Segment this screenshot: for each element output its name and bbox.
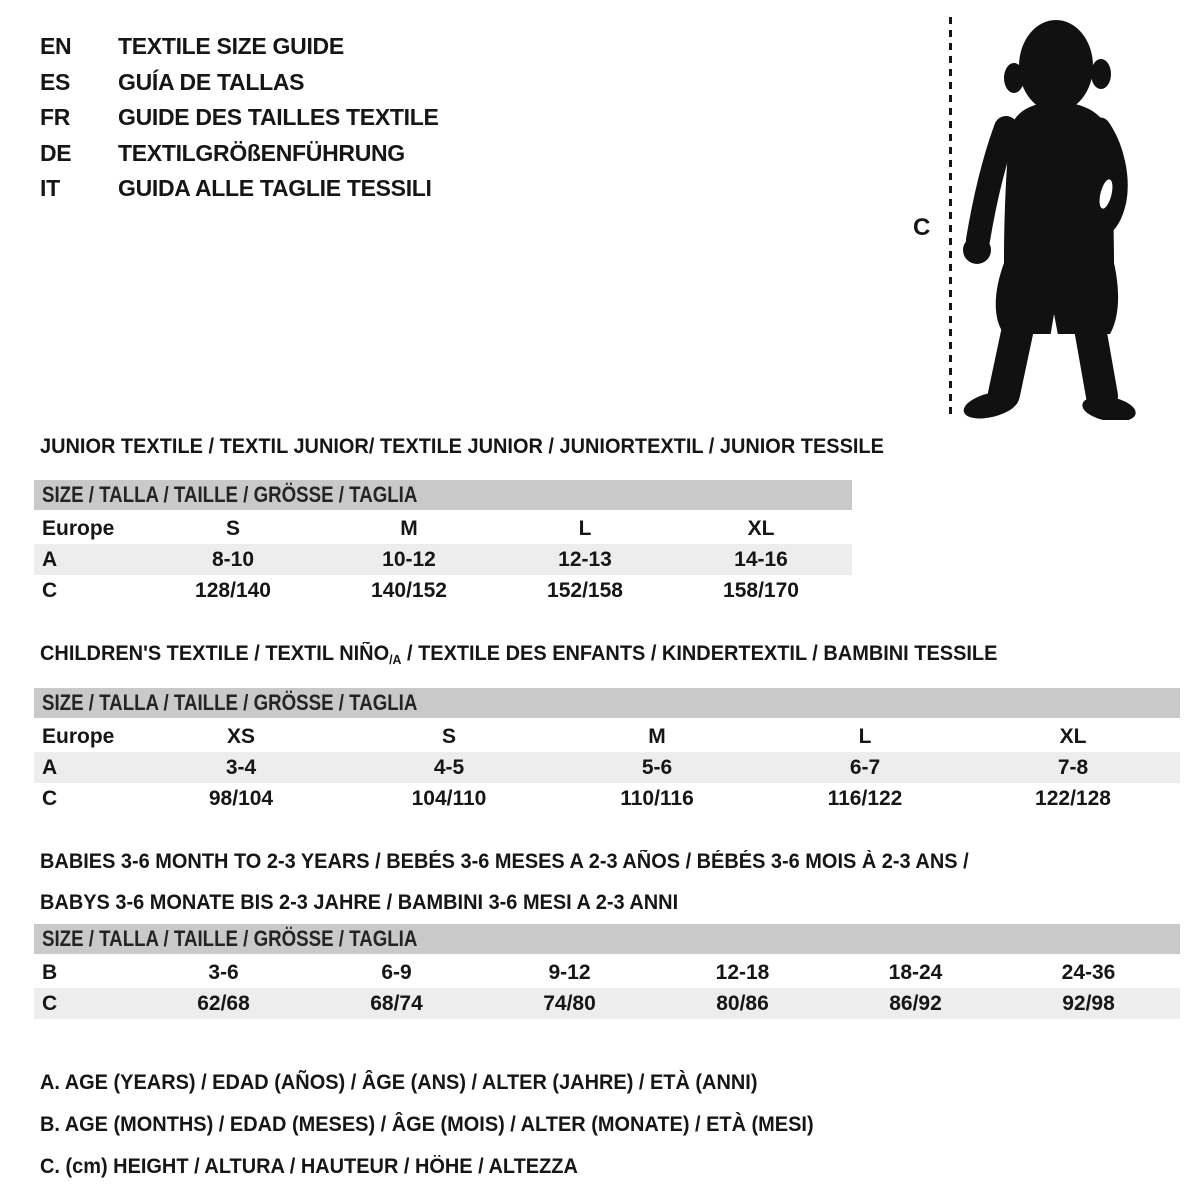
value-cell: 4-5 [433, 755, 465, 779]
value-cell: 122/128 [1035, 786, 1111, 810]
language-row-de [40, 136, 439, 172]
size-cell: XL [747, 516, 775, 540]
language-row-en [40, 29, 439, 65]
language-row-it [40, 171, 439, 207]
table-row [34, 783, 1180, 814]
junior-section-title-text: JUNIOR TEXTILE / TEXTIL JUNIOR/ TEXTILE JUNIOR / JUNIORTEXTIL / JUNIOR TESSILE [40, 435, 884, 458]
value-cell: 24-36 [1061, 960, 1116, 984]
height-measure-label: C [913, 214, 931, 241]
value-cell: 18-24 [888, 960, 943, 984]
value-cell: 140/152 [371, 578, 447, 602]
language-code: ES [40, 68, 71, 95]
babies-section-title-line2 [40, 890, 712, 916]
size-header-text: SIZE / TALLA / TAILLE / GRÖSSE / TAGLIA [42, 482, 418, 507]
children-section-title-rest: / TEXTILE DES ENFANTS / KINDERTEXTIL / BAMBINI TESSILE [401, 642, 998, 665]
size-cell: M [400, 516, 418, 540]
row-label-cell: B [42, 960, 58, 984]
row-label-cell: Europe [42, 516, 115, 540]
children-section-title-text: CHILDREN'S TEXTILE / TEXTIL NIÑO [40, 642, 390, 665]
size-cell: XS [226, 724, 255, 748]
size-cell: XL [1059, 724, 1087, 748]
babies-size-table [34, 924, 1180, 1019]
children-section-title-subscript: /A [389, 652, 402, 667]
table-row [34, 544, 852, 575]
language-title-list [40, 29, 439, 207]
language-code: FR [40, 104, 71, 131]
size-header-bar [34, 688, 1180, 718]
children-section-title [40, 641, 1048, 667]
size-cell: L [858, 724, 872, 748]
size-cell: L [578, 516, 592, 540]
row-label-cell: C [42, 578, 58, 602]
legend-line-c: C. (cm) HEIGHT / ALTURA / HAUTEUR / HÖHE / ALTEZZA [40, 1155, 578, 1178]
value-cell: 110/116 [620, 786, 694, 810]
value-cell: 5-6 [641, 755, 673, 779]
value-cell: 152/158 [547, 578, 623, 602]
value-cell: 80/86 [716, 991, 769, 1015]
junior-size-table [34, 480, 852, 606]
row-label-cell: Europe [42, 724, 115, 748]
babies-section-title-line1 [40, 849, 1018, 875]
language-label: GUIDE DES TAILLES TEXTILE [118, 104, 439, 131]
table-row [34, 957, 1180, 988]
value-cell: 74/80 [543, 991, 596, 1015]
language-code: EN [40, 33, 72, 60]
value-cell: 128/140 [195, 578, 271, 602]
toddler-silhouette-icon [962, 18, 1138, 420]
value-cell: 8-10 [211, 547, 255, 571]
value-cell: 3-4 [225, 755, 257, 779]
row-label-cell: C [42, 991, 58, 1015]
value-cell: 6-7 [849, 755, 881, 779]
size-cell: S [441, 724, 456, 748]
legend-line-b: B. AGE (MONTHS) / EDAD (MESES) / ÂGE (MOIS) / ALTER (MONATE) / ETÀ (MESI) [40, 1113, 814, 1136]
row-label-cell: C [42, 786, 58, 810]
babies-section-title-text: BABIES 3-6 MONTH TO 2-3 YEARS / BEBÉS 3-6 MESES A 2-3 AÑOS / BÉBÉS 3-6 MOIS À 2-3 ANS / [40, 850, 969, 873]
size-header-bar [34, 480, 852, 510]
value-cell: 92/98 [1062, 991, 1115, 1015]
value-cell: 10-12 [382, 547, 436, 571]
value-cell: 6-9 [381, 960, 412, 984]
table-row [34, 752, 1180, 783]
size-header-text: SIZE / TALLA / TAILLE / GRÖSSE / TAGLIA [42, 926, 418, 951]
table-row [34, 575, 852, 606]
babies-section-title-text2: BABYS 3-6 MONATE BIS 2-3 JAHRE / BAMBINI 3-6 MESI A 2-3 ANNI [40, 891, 679, 914]
value-cell: 12-13 [558, 547, 612, 571]
value-cell: 7-8 [1057, 755, 1089, 779]
size-cell: S [225, 516, 240, 540]
value-cell: 98/104 [208, 786, 274, 810]
table-row [34, 988, 1180, 1019]
size-cell: M [648, 724, 666, 748]
value-cell: 158/170 [723, 578, 799, 602]
height-dashed-line [949, 17, 952, 417]
measurement-figure [905, 12, 1185, 427]
language-code: IT [40, 175, 60, 202]
table-row [34, 513, 852, 544]
measure-legend [40, 1062, 854, 1188]
value-cell: 3-6 [208, 960, 239, 984]
value-cell: 9-12 [548, 960, 591, 984]
language-label: TEXTILE SIZE GUIDE [118, 33, 344, 60]
language-label: GUIDA ALLE TAGLIE TESSILI [118, 175, 432, 202]
junior-section-title [40, 434, 928, 460]
size-header-bar [34, 924, 1180, 954]
size-header-text: SIZE / TALLA / TAILLE / GRÖSSE / TAGLIA [42, 690, 418, 715]
language-row-fr [40, 100, 439, 136]
value-cell: 12-18 [715, 960, 770, 984]
value-cell: 116/122 [827, 786, 903, 810]
table-row [34, 721, 1180, 752]
language-row-es [40, 65, 439, 101]
value-cell: 62/68 [197, 991, 250, 1015]
row-label-cell: A [42, 755, 58, 779]
language-label: GUÍA DE TALLAS [118, 68, 305, 95]
language-code: DE [40, 139, 72, 166]
children-size-table [34, 688, 1180, 814]
value-cell: 68/74 [370, 991, 423, 1015]
legend-line-a: A. AGE (YEARS) / EDAD (AÑOS) / ÂGE (ANS) / ALTER (JAHRE) / ETÀ (ANNI) [40, 1071, 758, 1094]
language-label: TEXTILGRÖßENFÜHRUNG [118, 139, 405, 166]
value-cell: 86/92 [889, 991, 942, 1015]
row-label-cell: A [42, 547, 58, 571]
value-cell: 104/110 [411, 786, 487, 810]
value-cell: 14-16 [734, 547, 788, 571]
